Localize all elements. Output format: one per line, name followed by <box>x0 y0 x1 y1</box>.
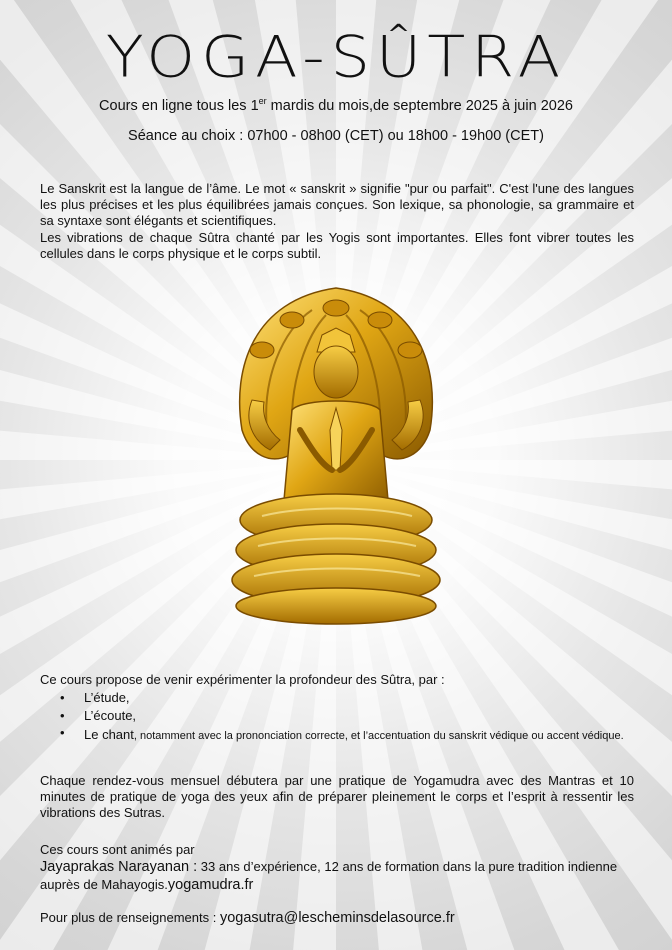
page-title: YOGA-SÛTRA <box>105 22 567 91</box>
course-lead: Ce cours propose de venir expérimenter la profondeur des Sûtra, par : <box>40 672 445 687</box>
contact-email-link[interactable]: yogasutra@lescheminsdelasource.fr <box>219 910 455 926</box>
contact-line <box>40 909 640 927</box>
session-times: Séance au choix : 07h00 - 08h00 (CET) ou 18h00 - 19h00 (CET) <box>128 128 544 144</box>
practice-text: Chaque rendez-vous mensuel débutera par une pratique de Yogamudra avec des Mantras et 10 minutes de pratique de yoga des yeux afin de préparer pleinement le corps et l’esprit à ressentir les vibrations des Sutras. <box>40 773 634 821</box>
contact-label: Pour plus de renseignements : <box>40 910 220 925</box>
teacher-section <box>40 841 634 894</box>
course-list <box>40 689 640 744</box>
intro-paragraph-1: Le Sanskrit est la langue de l’âme. Le mot « sanskrit » signifie "pur ou parfait". C'est l'une des langues les plus précises et les plus équilibrées jamais conçues. Son lexique, sa phonologie, sa grammaire et sa syntaxe sont élégants et scientifiques. <box>40 181 634 229</box>
teacher-name: Jayaprakas Narayanan : <box>40 859 198 875</box>
schedule-line: Cours en ligne tous les 1er mardis du mois,de septembre 2025 à juin 2026 <box>99 96 573 114</box>
website-link[interactable]: yogamudra.fr <box>167 877 254 893</box>
golden-statue-icon <box>222 280 450 625</box>
list-item: • L’étude, <box>40 689 640 707</box>
teacher-intro: Ces cours sont animés par <box>40 842 195 857</box>
teacher-bio: Jayaprakas Narayanan : 33 ans d’expérience, 12 ans de formation dans la pure tradition indienne auprès de Mahayogis.yogamudra.fr <box>40 859 618 893</box>
list-item: • L’écoute, <box>40 707 640 725</box>
intro-paragraph-2: Les vibrations de chaque Sûtra chanté par les Yogis sont importantes. Elles font vibrer toutes les cellules dans le corps physique et le corps subtil. <box>40 229 634 261</box>
course-section <box>40 671 640 744</box>
list-item: • Le chant, notamment avec la prononciation correcte, et l’accentuation du sanskrit védique ou accent védique. <box>40 725 640 744</box>
intro-text <box>40 181 634 262</box>
